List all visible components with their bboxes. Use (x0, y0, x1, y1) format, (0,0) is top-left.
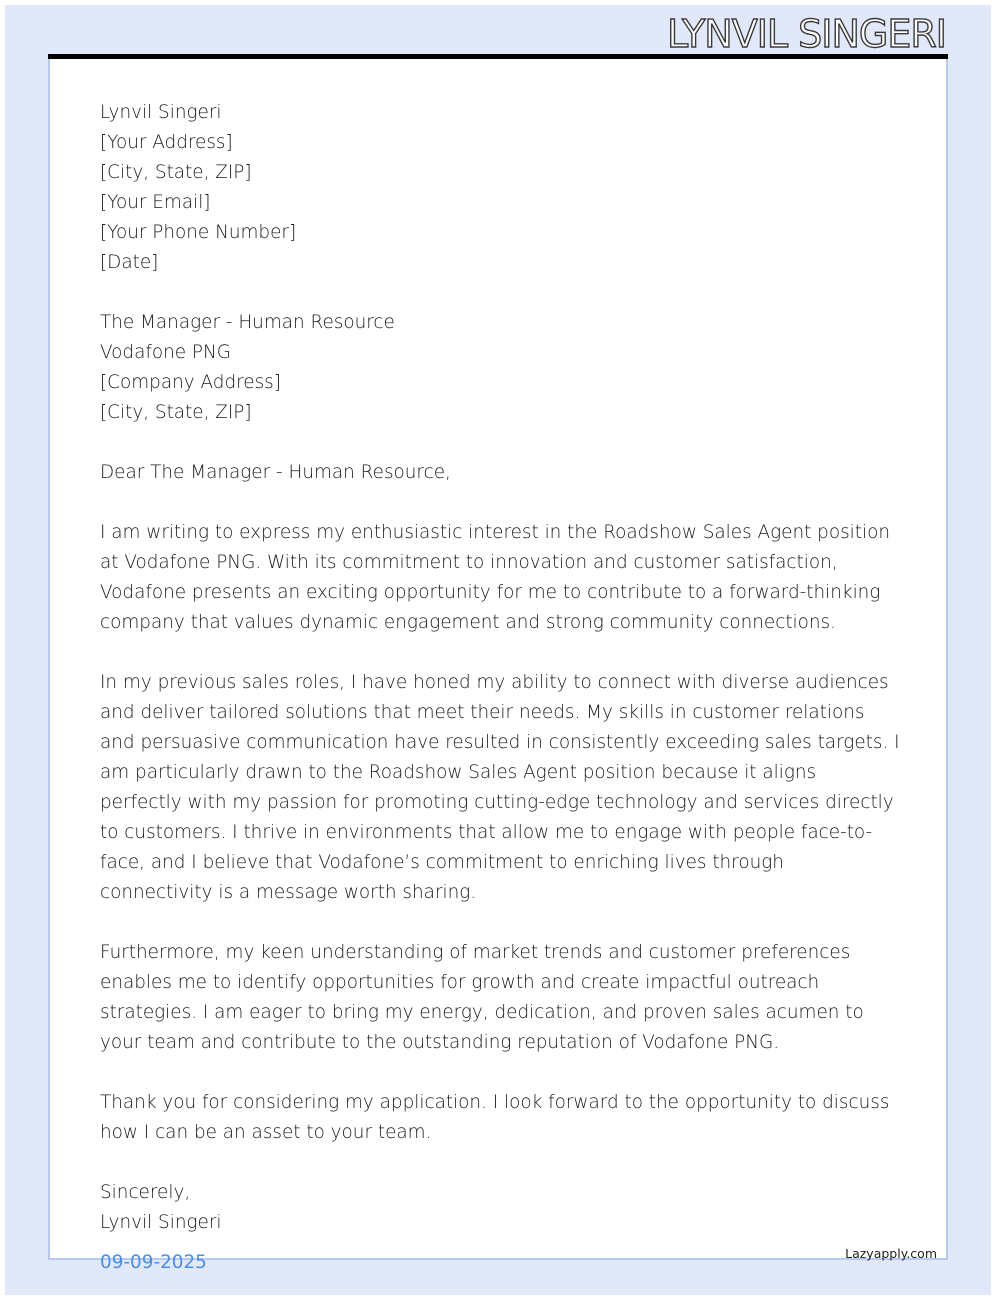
letter-body (100, 98, 900, 1238)
sender-city: [City, State, ZIP] (100, 162, 252, 183)
sender-phone: [Your Phone Number] (100, 222, 297, 243)
spacer (100, 908, 900, 938)
spacer (100, 638, 900, 668)
spacer (100, 278, 900, 308)
spacer (100, 1058, 900, 1088)
sender-address: [Your Address] (100, 132, 233, 153)
recipient-address: [Company Address] (100, 372, 281, 393)
sender-date: [Date] (100, 252, 159, 273)
spacer (100, 488, 900, 518)
header-name: LYNVIL SINGERI (666, 12, 946, 56)
closing: Sincerely, (100, 1182, 191, 1203)
paragraph-thanks: Thank you for considering my application. I look forward to the opportunity to discuss how I can be an asset to your team. (100, 1092, 890, 1143)
paragraph-intro: I am writing to express my enthusiastic interest in the Roadshow Sales Agent position at Vodafone PNG. With its commitment to innovation and customer satisfaction, Vodafone presents an exciting opportunity for me to contribute to a forward-thinking company that values dynamic engagement and strong community connections. (100, 522, 891, 633)
paragraph-experience: In my previous sales roles, I have honed my ability to connect with diverse audiences and deliver tailored solutions that meet their needs. My skills in customer relations and persuasive communication have resulted in consistently exceeding sales targets. I am particularly drawn to the Roadshow Sales Agent position because it aligns perfectly with my passion for promoting cutting-edge technology and services directly to customers. I thrive in environments that allow me to engage with people face-to-face, and I believe that Vodafone’s commitment to enriching lives through connectivity is a message worth sharing. (100, 672, 900, 903)
paragraph-skills: Furthermore, my keen understanding of market trends and customer preferences enables me to identify opportunities for growth and create impactful outreach strategies. I am eager to bring my energy, dedication, and proven sales acumen to your team and contribute to the outstanding reputation of Vodafone PNG. (100, 942, 864, 1053)
salutation: Dear The Manager - Human Resource, (100, 462, 451, 483)
sender-email: [Your Email] (100, 192, 211, 213)
spacer (100, 1148, 900, 1178)
recipient-city: [City, State, ZIP] (100, 402, 252, 423)
sender-name: Lynvil Singeri (100, 102, 222, 123)
signature: Lynvil Singeri (100, 1212, 222, 1233)
recipient-company: Vodafone PNG (100, 342, 231, 363)
spacer (100, 428, 900, 458)
footer-date: 09-09-2025 (100, 1252, 207, 1273)
recipient-title: The Manager - Human Resource (100, 312, 395, 333)
footer-credit: Lazyapply.com (845, 1246, 937, 1261)
